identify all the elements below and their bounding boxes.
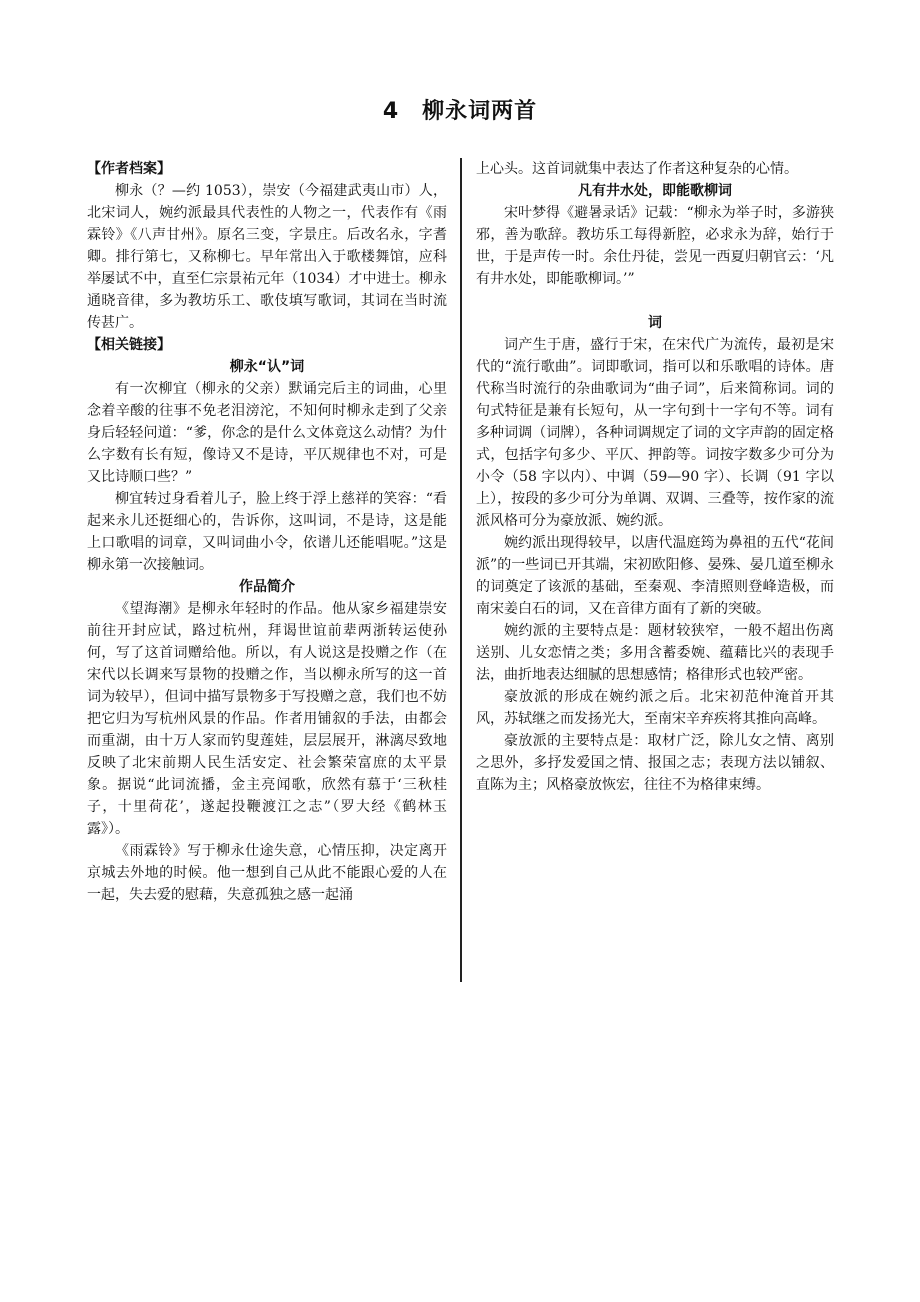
author-profile-text: 柳永（？—约 1053），崇安（今福建武夷山市）人，北宋词人，婉约派最具代表性的人物之一，代表作有《雨霖铃》《八声甘州》。原名三变，字景庄。后改名永，字耆卿。排行第七，又称柳七。早年常出入于歌楼舞馆，应科举屡试不中，直至仁宗景祐元年（1034）才中进士。柳永通晓音律，多为教坊乐工、歌伎填写歌词，其词在当时流传甚广。 bbox=[87, 183, 447, 331]
page-title: 4 柳永词两首 bbox=[382, 99, 538, 124]
author-profile-label: 【作者档案】 bbox=[87, 161, 171, 177]
well-water-heading: 凡有井水处，即能歌柳词 bbox=[578, 183, 732, 199]
ci-paragraph-1: 词产生于唐，盛行于宋，在宋代广为流传，最初是宋代的“流行歌曲”。词即歌词，指可以和乐歌唱的诗体。唐代称当时流行的杂曲歌词为“曲子词”，后来简称词。词的句式特征是兼有长短句，从一字句到十一字句不等。词有多种词调（词牌），各种词调规定了词的文字声韵的固定格式，包括字句多少、平仄、押韵等。词按字数多少可分为小令（58 字以内）、中调（59—90 字）、长调（91 字以上），按段的多少可分为单调、双调、三叠等，按作家的流派风格可分为豪放派、婉约派。 bbox=[476, 337, 834, 529]
ci-paragraph-3: 婉约派的主要特点是：题材较狭窄，一般不超出伤离送别、儿女恋情之类；多用含蓄委婉、蕴藉比兴的表现手法，曲折地表达细腻的思想感情；格律形式也较严密。 bbox=[476, 623, 834, 683]
ci-paragraph-5: 豪放派的主要特点是：取材广泛，除儿女之情、离别之思外，多抒发爱国之情、报国之志；表现方法以铺叙、直陈为主；风格豪放恢宏，往往不为格律束缚。 bbox=[476, 733, 834, 793]
work-intro-heading: 作品简介 bbox=[239, 579, 295, 595]
story-paragraph-1: 有一次柳宜（柳永的父亲）默诵完后主的词曲，心里念着辛酸的往事不免老泪滂沱，不知何时柳永走到了父亲身后轻轻问道：“爹，你念的是什么文体竟这么动情？为什么字数有长有短，像诗又不是诗，平仄规律也不对，可是又比诗顺口些？” bbox=[87, 381, 447, 485]
ci-heading: 词 bbox=[648, 315, 662, 331]
well-water-paragraph: 宋叶梦得《避暑录话》记载：“柳永为举子时，多游狭邪，善为歌辞。教坊乐工每得新腔，必求永为辞，始行于世，于是声传一时。余仕丹徒，尝见一西夏归朝官云：‘凡有井水处，即能歌柳词。’” bbox=[476, 205, 834, 287]
work-intro-paragraph-2: 《雨霖铃》写于柳永仕途失意，心情压抑，决定离开京城去外地的时候。他一想到自己从此不能跟心爱的人在一起，失去爱的慰藉，失意孤独之感一起涌 bbox=[87, 843, 447, 903]
spacer bbox=[476, 290, 834, 312]
story-paragraph-2: 柳宜转过身看着儿子，脸上终于浮上慈祥的笑容：“看起来永儿还挺细心的，告诉你，这叫词，不是诗，这是能上口歌唱的词章，又叫词曲小令，依谱儿还能唱呢。”这是柳永第一次接触词。 bbox=[87, 491, 447, 573]
left-column bbox=[87, 158, 447, 906]
story-heading: 柳永“认”词 bbox=[229, 359, 305, 375]
right-column bbox=[476, 158, 834, 796]
ci-paragraph-2: 婉约派出现得较早，以唐代温庭筠为鼻祖的五代“花间派”的一些词已开其端，宋初欧阳修、晏殊、晏几道至柳永的词奠定了该派的基础，至秦观、李清照则登峰造极，而南宋姜白石的词，又在音律方面有了新的突破。 bbox=[476, 535, 834, 617]
column-divider bbox=[460, 158, 462, 982]
ci-paragraph-4: 豪放派的形成在婉约派之后。北宋初范仲淹首开其风，苏轼继之而发扬光大，至南宋辛弃疾将其推向高峰。 bbox=[476, 689, 834, 727]
related-links-label: 【相关链接】 bbox=[87, 337, 171, 353]
continued-text: 上心头。这首词就集中表达了作者这种复杂的心情。 bbox=[476, 161, 798, 177]
work-intro-paragraph-1: 《望海潮》是柳永年轻时的作品。他从家乡福建崇安前往开封应试，路过杭州，拜谒世谊前辈两浙转运使孙何，写了这首词赠给他。所以，有人说这是投赠之作（在宋代以长调来写景物的投赠之作，当以柳永所写的这一首词为较早），但词中描写景物多于写投赠之意，我们也不妨把它归为写杭州风景的作品。作者用铺叙的手法，由都会而重湖，由十万人家而钓叟莲娃，层层展开，淋漓尽致地反映了北宋前期人民生活安定、社会繁荣富庶的太平景象。据说“此词流播，金主亮闻歌，欣然有慕于‘三秋桂子，十里荷花’，遂起投鞭渡江之志”（罗大经《鹤林玉露》）。 bbox=[87, 601, 447, 837]
